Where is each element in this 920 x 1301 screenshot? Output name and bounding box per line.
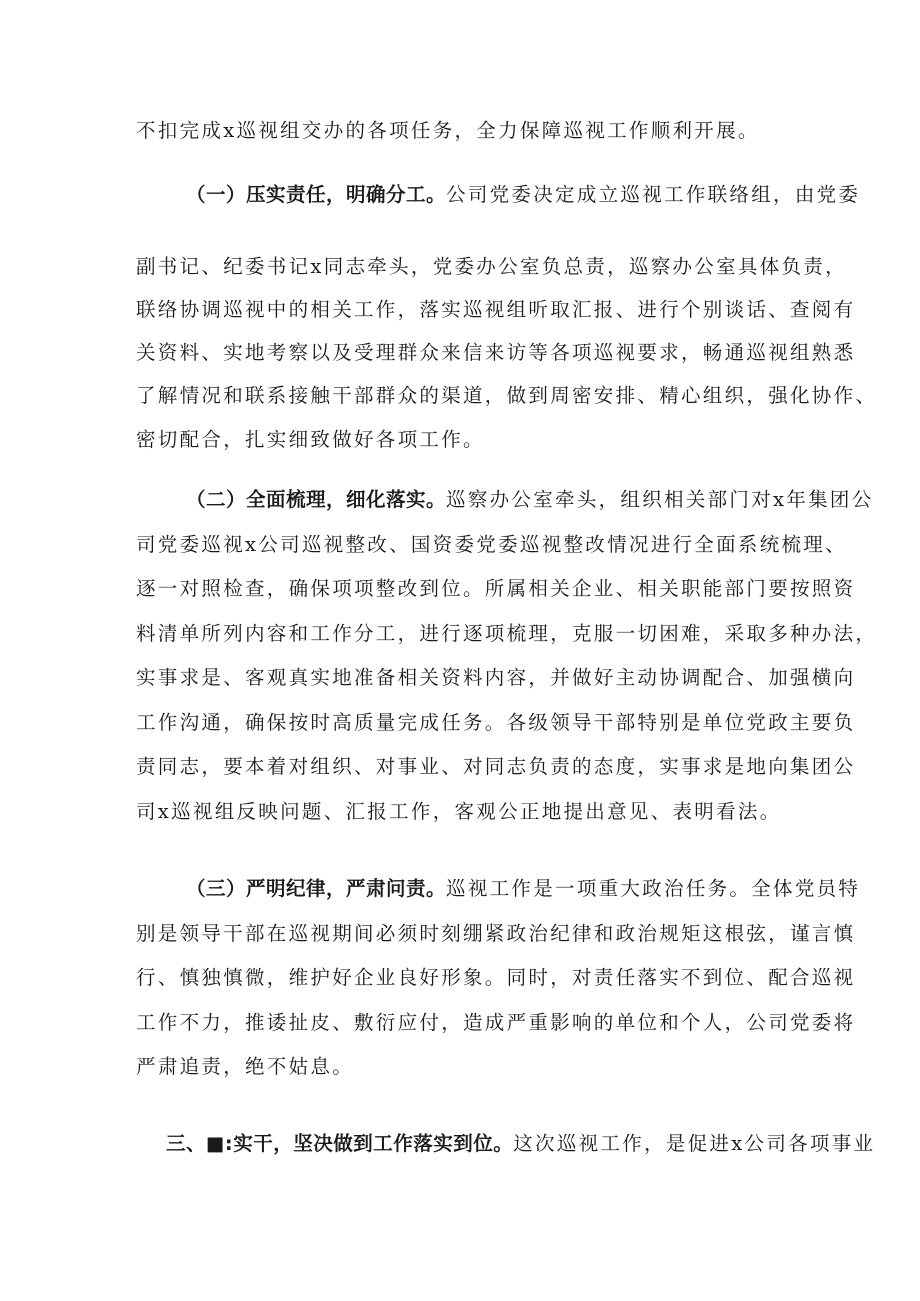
- section-1-line: 副书记、纪委书记x同志牵头，党委办公室负总责，巡察办公室具体负责，: [136, 255, 847, 278]
- section-3-line: 别是领导干部在巡视期间必须时刻绷紧政治纪律和政治规矩这根弦，谨言慎: [136, 922, 856, 945]
- section-2-line: 司党委巡视x公司巡视整改、国资委党委巡视整改情况进行全面系统梳理、: [136, 533, 847, 556]
- section-3-text: 巡视工作是一项重大政治任务。全体党员特: [446, 877, 861, 900]
- section-1-line: 联络协调巡视中的相关工作，落实巡视组听取汇报、进行个别谈话、查阅有: [136, 298, 856, 321]
- section-4-first-line: [166, 1132, 875, 1156]
- section-1-first-line: [186, 183, 860, 207]
- section-2-line: 实事求是、客观真实地准备相关资料内容，并做好主动协调配合、加强横向: [136, 666, 856, 689]
- section-1-line: 密切配合，扎实细致做好各项工作。: [136, 428, 485, 451]
- section-1-line: 关资料、实地考察以及受理群众来信来访等各项巡视要求，畅通巡视组熟悉: [136, 341, 856, 364]
- section-1-line: 了解情况和联系接触干部群众的渠道，做到周密安排、精心组织，强化协作、: [136, 384, 878, 407]
- section-3-line: 严肃追责，绝不姑息。: [136, 1055, 355, 1078]
- section-2-line: 责同志，要本着对组织、对事业、对同志负责的态度，实事求是地向集团公: [136, 755, 856, 778]
- section-2-heading: （二）全面梳理，细化落实。: [186, 488, 447, 511]
- section-3-line: 行、慎独慎微，维护好企业良好形象。同时，对责任落实不到位、配合巡视: [136, 966, 856, 989]
- section-4-heading: 三、■:实干，坚决做到工作落实到位。: [166, 1132, 514, 1155]
- section-2-line: 司x巡视组反映问题、汇报工作，客观公正地提出意见、表明看法。: [136, 800, 782, 823]
- section-2-line: 逐一对照检查，确保项项整改到位。所属相关企业、相关职能部门要按照资: [136, 577, 856, 600]
- section-2-line: 工作沟通，确保按时高质量完成任务。各级领导干部特别是单位党政主要负: [136, 711, 856, 734]
- section-3-first-line: [186, 877, 860, 901]
- section-4-text: 这次巡视工作，是促进x公司各项事业: [513, 1132, 876, 1155]
- section-3-heading: （三）严明纪律，严肃问责。: [186, 877, 447, 900]
- section-1-text: 公司党委决定成立巡视工作联络组，由党委: [446, 183, 861, 206]
- paragraph-intro-tail: 不扣完成x巡视组交办的各项任务，全力保障巡视工作顺利开展。: [136, 119, 760, 142]
- section-3-line: 工作不力，推诿扯皮、敷衍应付，造成严重影响的单位和个人，公司党委将: [136, 1011, 856, 1034]
- section-2-first-line: [186, 488, 874, 512]
- section-2-text: 巡察办公室牵头，组织相关部门对x年集团公: [446, 488, 874, 511]
- section-2-line: 料清单所列内容和工作分工，进行逐项梳理，克服一切困难，采取多种办法，: [136, 622, 878, 645]
- section-1-heading: （一）压实责任，明确分工。: [186, 183, 447, 206]
